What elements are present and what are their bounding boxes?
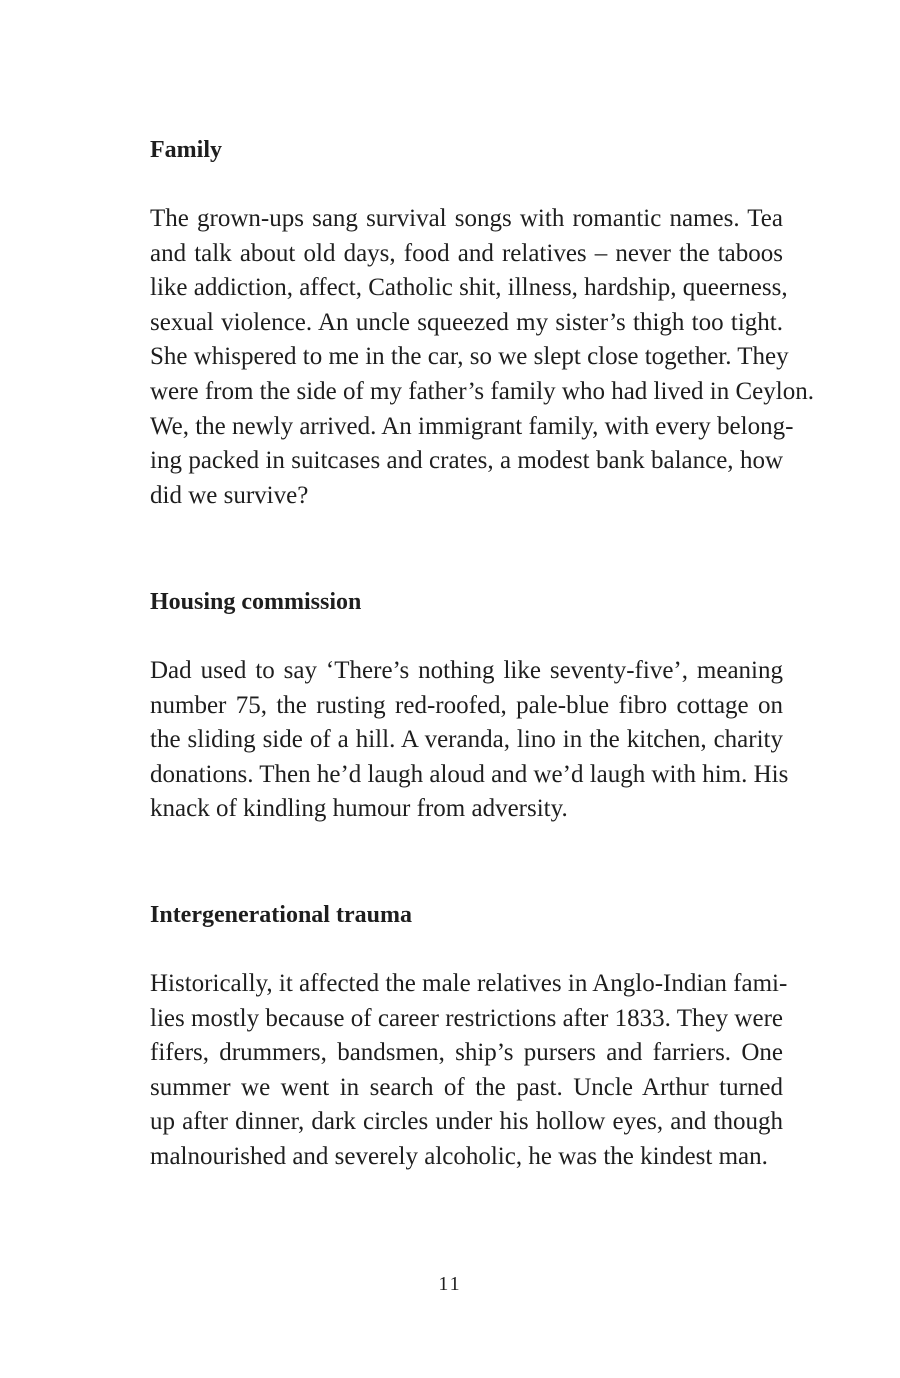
text-line: The grown-ups sang survival songs with romantic names. Tea <box>150 205 783 232</box>
text-line: Dad used to say ‘There’s nothing like seventy-five’, meaning <box>150 657 783 684</box>
section-heading-housing-commission: Housing commission <box>150 589 362 615</box>
text-line: lies mostly because of career restrictions after 1833. They were <box>150 1004 783 1032</box>
section-body-family <box>150 202 814 513</box>
page-number: 11 <box>438 1273 462 1295</box>
text-line: She whispered to me in the car, so we slept close together. They <box>150 343 789 371</box>
text-line: knack of kindling humour from adversity. <box>150 795 568 823</box>
text-line: did we survive? <box>150 481 309 509</box>
text-line: up after dinner, dark circles under his hollow eyes, and though <box>150 1108 783 1136</box>
text-line: sexual violence. An uncle squeezed my sister’s thigh too tight. <box>150 308 783 336</box>
text-line: like addiction, affect, Catholic shit, illness, hardship, queerness, <box>150 274 788 302</box>
text-line: and talk about old days, food and relatives – never the taboos <box>150 239 783 267</box>
section-body-intergenerational-trauma <box>150 967 788 1175</box>
text-line: were from the side of my father’s family who had lived in Ceylon. <box>150 377 814 405</box>
section-heading-family: Family <box>150 137 222 163</box>
text-line: ing packed in suitcases and crates, a modest bank balance, how <box>150 447 783 475</box>
section-heading-intergenerational-trauma: Intergenerational trauma <box>150 902 412 928</box>
text-line: the sliding side of a hill. A veranda, lino in the kitchen, charity <box>150 726 783 754</box>
text-line: summer we went in search of the past. Uncle Arthur turned <box>150 1073 783 1101</box>
text-line: malnourished and severely alcoholic, he was the kindest man. <box>150 1142 768 1170</box>
section-body-housing-commission <box>150 654 789 827</box>
text-line: donations. Then he’d laugh aloud and we’d laugh with him. His <box>150 760 789 788</box>
text-line: We, the newly arrived. An immigrant family, with every belong- <box>150 412 794 440</box>
text-line: Historically, it affected the male relatives in Anglo-Indian fami- <box>150 970 788 997</box>
text-line: fifers, drummers, bandsmen, ship’s pursers and farriers. One <box>150 1039 783 1067</box>
text-line: number 75, the rusting red-roofed, pale-blue fibro cottage on <box>150 691 783 719</box>
